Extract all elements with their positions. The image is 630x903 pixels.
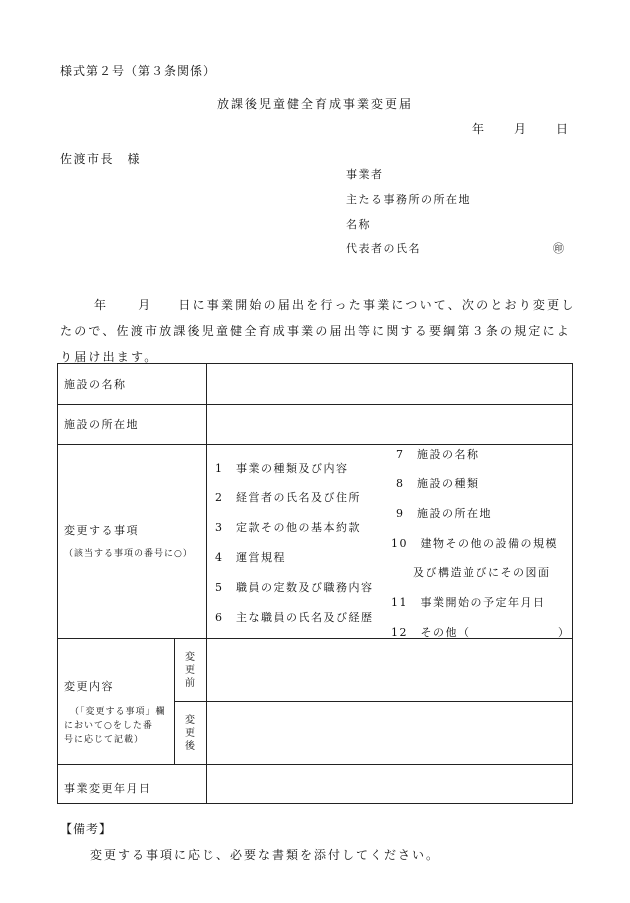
change-content-note-line-3: 号に応じて記載） [64, 735, 145, 745]
date-day: 日 [556, 122, 569, 136]
change-item-7: 7 施設の名称 [396, 448, 480, 461]
facility-name-field[interactable] [207, 365, 572, 404]
change-notice-table [57, 363, 573, 804]
change-date-label: 事業変更年月日 [64, 782, 152, 795]
change-item-4: 4 運営規程 [215, 551, 286, 564]
after-change-label: 変更後 [185, 715, 195, 752]
applicant-office-address-label: 主たる事務所の所在地 [346, 193, 471, 206]
change-date-field[interactable] [207, 765, 572, 804]
change-items-label: 変更する事項 [64, 524, 139, 537]
change-item-10: 10 建物その他の設備の規模 [391, 537, 558, 550]
change-content-note-line-2: において○をした番 [64, 721, 153, 731]
change-item-5: 5 職員の定数及び職務内容 [215, 581, 374, 594]
change-item-8: 8 施設の種類 [396, 477, 480, 490]
applicant-name-label: 名称 [346, 218, 371, 231]
change-content-note-line-1: （「変更する事項」欄 [70, 707, 166, 717]
change-item-2: 2 経営者の氏名及び住所 [215, 491, 361, 504]
seal-mark: ㊞ [553, 242, 564, 255]
change-items-note: （該当する事項の番号に○） [64, 549, 193, 559]
change-item-10-continued: 及び構造並びにその図面 [413, 566, 551, 579]
change-item-6: 6 主な職員の氏名及び経歴 [215, 611, 374, 624]
change-item-3: 3 定款その他の基本約款 [215, 521, 361, 534]
applicant-operator-label: 事業者 [346, 168, 384, 181]
date-month: 月 [514, 122, 527, 136]
body-main-text: 日に事業開始の届出を行った事業について、次のとおり変更したので、佐渡市放課後児童健全育成事業の届出等に関する要綱第３条の規定により届け出ます。 [60, 298, 576, 364]
date-year: 年 [472, 122, 485, 136]
change-item-11: 11 事業開始の予定年月日 [391, 596, 546, 609]
facility-address-label: 施設の所在地 [64, 418, 139, 431]
column-divider [174, 638, 175, 764]
body-text [60, 292, 580, 370]
document-title: 放課後児童健全育成事業変更届 [216, 97, 413, 111]
change-item-12: 12 その他（ ） [391, 626, 571, 639]
body-lead-month: 月 [138, 298, 153, 312]
notes-text: 変更する事項に応じ、必要な書類を添付してください。 [90, 848, 441, 862]
before-change-label: 変更前 [185, 652, 195, 689]
body-lead-year: 年 [94, 298, 109, 312]
change-content-label: 変更内容 [64, 680, 114, 693]
before-change-field[interactable] [207, 639, 572, 701]
after-change-field[interactable] [207, 702, 572, 764]
row-divider [58, 444, 572, 445]
facility-address-field[interactable] [207, 405, 572, 444]
addressee: 佐渡市長 様 [60, 152, 142, 166]
change-item-9: 9 施設の所在地 [396, 507, 492, 520]
facility-name-label: 施設の名称 [64, 378, 127, 391]
applicant-representative-label: 代表者の氏名 [346, 242, 421, 255]
notes-heading: 【備考】 [60, 822, 113, 836]
change-item-1: 1 事業の種類及び内容 [215, 462, 349, 475]
form-number: 様式第２号（第３条関係） [60, 64, 217, 78]
